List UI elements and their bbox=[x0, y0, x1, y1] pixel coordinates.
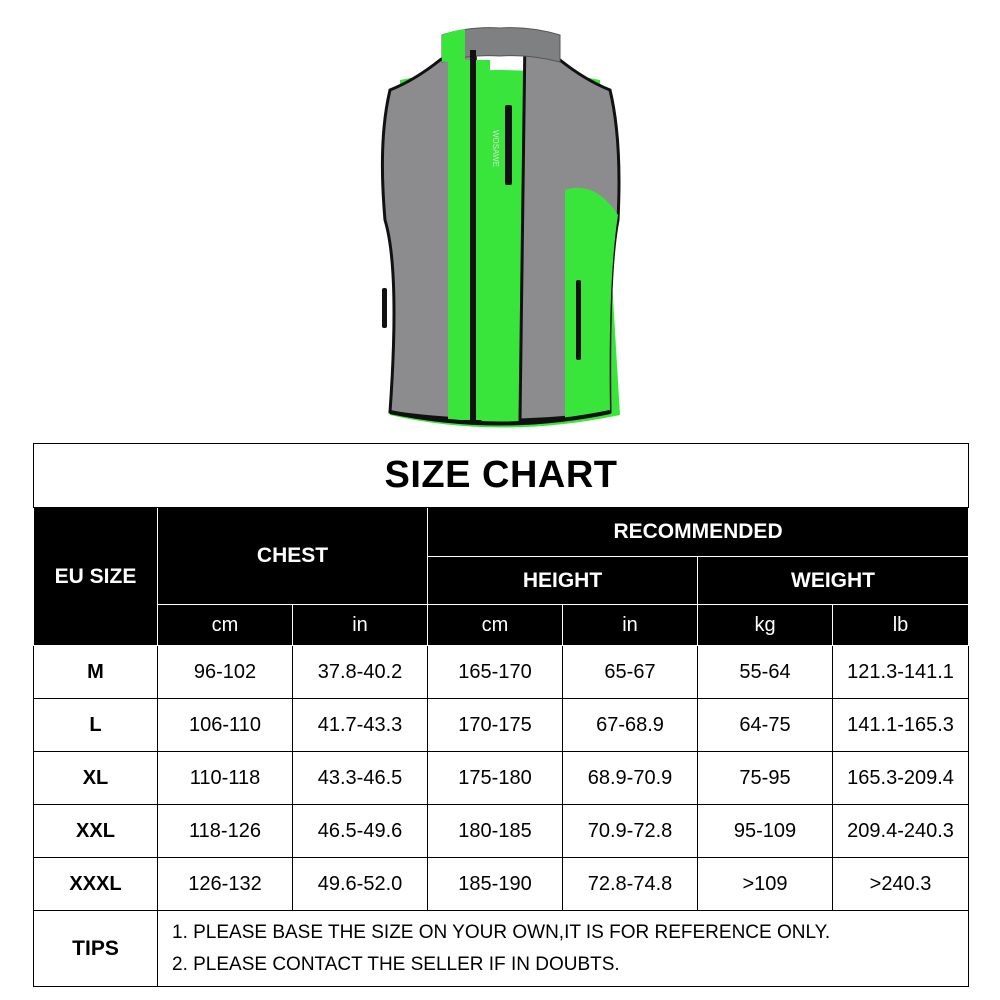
table-cell: 67-68.9 bbox=[563, 699, 698, 752]
unit-height-cm: cm bbox=[428, 605, 563, 646]
table-row bbox=[34, 646, 969, 699]
size-label: L bbox=[34, 699, 158, 752]
brand-logo-text: WOSAWE bbox=[491, 130, 500, 168]
size-label: XXL bbox=[34, 805, 158, 858]
header-chest: CHEST bbox=[158, 508, 428, 605]
table-cell: 180-185 bbox=[428, 805, 563, 858]
vest-chest-pocket bbox=[505, 105, 512, 185]
header-recommended: RECOMMENDED bbox=[428, 508, 969, 557]
table-cell: 37.8-40.2 bbox=[293, 646, 428, 699]
table-cell: 64-75 bbox=[698, 699, 833, 752]
size-chart bbox=[33, 443, 968, 990]
vest-stripe-right bbox=[476, 60, 490, 420]
unit-chest-cm: cm bbox=[158, 605, 293, 646]
vest-left-pocket bbox=[382, 288, 387, 328]
unit-chest-in: in bbox=[293, 605, 428, 646]
header-eu-size: EU SIZE bbox=[34, 508, 158, 646]
table-cell: 209.4-240.3 bbox=[833, 805, 969, 858]
table-cell: 175-180 bbox=[428, 752, 563, 805]
table-cell: 121.3-141.1 bbox=[833, 646, 969, 699]
table-cell: 96-102 bbox=[158, 646, 293, 699]
table-cell: 49.6-52.0 bbox=[293, 858, 428, 911]
vest-collar-accent bbox=[442, 29, 465, 62]
table-row bbox=[34, 805, 969, 858]
table-cell: 165.3-209.4 bbox=[833, 752, 969, 805]
tip-line: 1. PLEASE BASE THE SIZE ON YOUR OWN,IT IS FOR REFERENCE ONLY. bbox=[172, 921, 831, 943]
size-label: XL bbox=[34, 752, 158, 805]
table-row bbox=[34, 752, 969, 805]
unit-weight-lb: lb bbox=[833, 605, 969, 646]
table-cell: 110-118 bbox=[158, 752, 293, 805]
table-cell: 43.3-46.5 bbox=[293, 752, 428, 805]
size-label: M bbox=[34, 646, 158, 699]
table-cell: 65-67 bbox=[563, 646, 698, 699]
table-cell: 141.1-165.3 bbox=[833, 699, 969, 752]
vest-image bbox=[360, 20, 640, 440]
header-height: HEIGHT bbox=[428, 557, 698, 605]
table-cell: 41.7-43.3 bbox=[293, 699, 428, 752]
table-cell: 75-95 bbox=[698, 752, 833, 805]
table-cell: 185-190 bbox=[428, 858, 563, 911]
tips-row bbox=[34, 911, 969, 987]
header-weight: WEIGHT bbox=[698, 557, 969, 605]
vest-stripe-left bbox=[448, 60, 472, 420]
table-cell: 95-109 bbox=[698, 805, 833, 858]
table-cell: 165-170 bbox=[428, 646, 563, 699]
table-cell: 126-132 bbox=[158, 858, 293, 911]
table-cell: 72.8-74.8 bbox=[563, 858, 698, 911]
table-cell: 118-126 bbox=[158, 805, 293, 858]
table-cell: >240.3 bbox=[833, 858, 969, 911]
unit-weight-kg: kg bbox=[698, 605, 833, 646]
size-table bbox=[33, 443, 969, 987]
size-label: XXXL bbox=[34, 858, 158, 911]
table-row bbox=[34, 858, 969, 911]
tip-line: 2. PLEASE CONTACT THE SELLER IF IN DOUBTS. bbox=[172, 953, 620, 975]
chart-title: SIZE CHART bbox=[34, 444, 969, 508]
table-cell: 70.9-72.8 bbox=[563, 805, 698, 858]
vest-zipper bbox=[470, 50, 476, 422]
table-cell: >109 bbox=[698, 858, 833, 911]
vest-right-pocket bbox=[576, 280, 581, 360]
table-row bbox=[34, 699, 969, 752]
vest-illustration bbox=[360, 20, 640, 440]
tips-text bbox=[158, 911, 969, 987]
table-cell: 170-175 bbox=[428, 699, 563, 752]
table-cell: 68.9-70.9 bbox=[563, 752, 698, 805]
table-cell: 55-64 bbox=[698, 646, 833, 699]
tips-label: TIPS bbox=[34, 911, 158, 987]
table-cell: 106-110 bbox=[158, 699, 293, 752]
unit-height-in: in bbox=[563, 605, 698, 646]
table-cell: 46.5-49.6 bbox=[293, 805, 428, 858]
